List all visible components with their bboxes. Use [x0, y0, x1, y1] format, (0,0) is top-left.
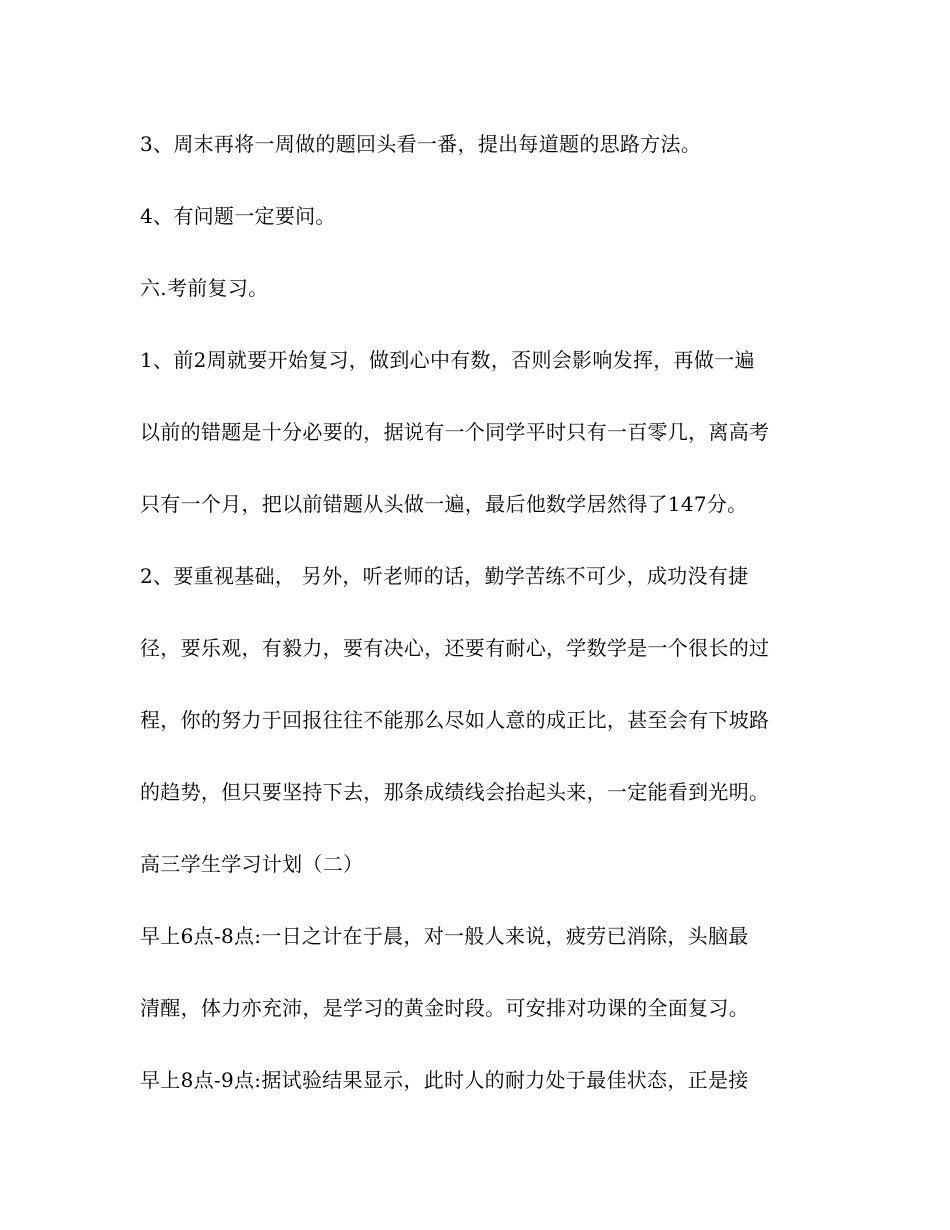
text-line: 1、前2周就要开始复习，做到心中有数，否则会影响发挥，再做一遍 — [140, 348, 755, 372]
text-line: 2、要重视基础， 另外，听老师的话，勤学苦练不可少，成功没有捷 — [140, 564, 749, 588]
text-line: 早上8点-9点:据试验结果显示，此时人的耐力处于最佳状态，正是接 — [140, 1068, 749, 1092]
text-line: 的趋势，但只要坚持下去，那条成绩线会抬起头来，一定能看到光明。 — [140, 780, 770, 804]
text-line: 程，你的努力于回报往往不能那么尽如人意的成正比，甚至会有下坡路 — [140, 708, 770, 732]
text-line: 以前的错题是十分必要的，据说有一个同学平时只有一百零几，离高考 — [140, 420, 770, 444]
text-line: 3、周末再将一周做的题回头看一番，提出每道题的思路方法。 — [140, 132, 702, 156]
text-line: 清醒，体力亦充沛，是学习的黄金时段。可安排对功课的全面复习。 — [140, 996, 749, 1020]
text-line: 径，要乐观，有毅力，要有决心，还要有耐心，学数学是一个很长的过 — [140, 636, 770, 660]
text-line: 4、有问题一定要问。 — [140, 204, 336, 228]
section-heading: 六.考前复习。 — [140, 276, 269, 300]
text-line: 只有一个月，把以前错题从头做一遍，最后他数学居然得了147分。 — [140, 492, 748, 516]
text-line: 早上6点-8点:一日之计在于晨，对一般人来说，疲劳已消除，头脑最 — [140, 924, 749, 948]
section-title: 高三学生学习计划（二） — [140, 852, 364, 876]
